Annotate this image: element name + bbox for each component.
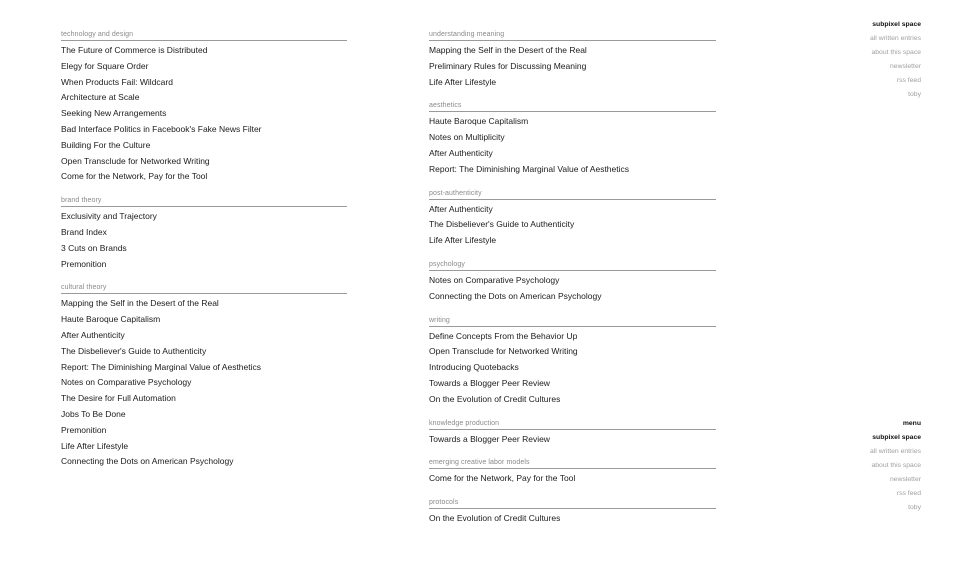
entry-link[interactable]: Notes on Comparative Psychology	[429, 274, 560, 285]
entry-list	[429, 432, 716, 448]
entry-link[interactable]: Come for the Network, Pay for the Tool	[429, 473, 576, 484]
entry-link[interactable]: Mapping the Self in the Desert of the Real	[61, 298, 219, 309]
category-section-understanding-meaning	[429, 30, 716, 90]
entry-list	[429, 202, 716, 249]
entry-list	[61, 43, 347, 185]
entry-link[interactable]: Elegy for Square Order	[61, 60, 149, 71]
category-heading[interactable]: aesthetics	[429, 101, 716, 112]
entry-link[interactable]: The Future of Commerce is Distributed	[61, 45, 208, 55]
category-section-writing	[429, 316, 716, 408]
category-heading[interactable]: knowledge production	[429, 419, 716, 430]
entry-link[interactable]: Connecting the Dots on American Psychology	[429, 290, 602, 301]
entry-link[interactable]: Mapping the Self in the Desert of the Real	[429, 45, 587, 55]
category-section-technology-and-design	[61, 30, 347, 185]
entry-link[interactable]: Towards a Blogger Peer Review	[429, 433, 550, 444]
entry-link[interactable]: Premonition	[61, 258, 107, 269]
entry-list	[61, 209, 347, 272]
middle-column	[429, 30, 716, 538]
entry-link[interactable]: Preliminary Rules for Discussing Meaning	[429, 60, 587, 71]
category-heading[interactable]: emerging creative labor models	[429, 458, 716, 469]
nav-link-all-written-entries[interactable]: all written entries	[870, 35, 921, 42]
entry-link[interactable]: The Desire for Full Automation	[61, 393, 176, 404]
entry-link[interactable]: Notes on Multiplicity	[429, 132, 505, 143]
entry-link[interactable]: Haute Baroque Capitalism	[61, 314, 161, 325]
entry-link[interactable]: On the Evolution of Credit Cultures	[429, 393, 561, 404]
entry-link[interactable]: After Authenticity	[61, 329, 125, 340]
entry-link[interactable]: Jobs To Be Done	[61, 408, 126, 419]
entry-link[interactable]: Exclusivity and Trajectory	[61, 211, 157, 222]
entry-link[interactable]: 3 Cuts on Brands	[61, 242, 127, 253]
category-heading[interactable]: post-authenticity	[429, 189, 716, 200]
entry-list	[429, 511, 716, 527]
nav-link-newsletter[interactable]: newsletter	[890, 476, 921, 483]
nav-link-toby[interactable]: toby	[908, 91, 921, 98]
nav-link-about-this-space[interactable]: about this space	[871, 49, 921, 56]
entry-link[interactable]: On the Evolution of Credit Cultures	[429, 513, 561, 524]
entry-link[interactable]: After Authenticity	[429, 203, 493, 214]
nav-link-newsletter[interactable]: newsletter	[890, 63, 921, 70]
entry-link[interactable]: Come for the Network, Pay for the Tool	[61, 171, 208, 182]
category-section-protocols	[429, 498, 716, 527]
entry-link[interactable]: Bad Interface Politics in Facebook's Fake News Filter	[61, 123, 262, 134]
entry-link[interactable]: The Disbeliever's Guide to Authenticity	[61, 345, 207, 356]
site-nav-bottom	[781, 417, 921, 515]
category-heading[interactable]: understanding meaning	[429, 30, 716, 41]
entry-link[interactable]: Towards a Blogger Peer Review	[429, 377, 550, 388]
category-heading[interactable]: technology and design	[61, 30, 347, 41]
category-heading[interactable]: brand theory	[61, 196, 347, 207]
entry-list	[429, 114, 716, 177]
entry-link[interactable]: Life After Lifestyle	[429, 76, 497, 87]
entry-link[interactable]: Seeking New Arrangements	[61, 108, 167, 119]
entry-link[interactable]: Report: The Diminishing Marginal Value of Aesthetics	[61, 361, 262, 372]
nav-link-rss-feed[interactable]: rss feed	[896, 77, 921, 84]
nav-link-all-written-entries[interactable]: all written entries	[870, 448, 921, 455]
entry-link[interactable]: When Products Fail: Wildcard	[61, 76, 173, 87]
menu-label: menu	[902, 420, 921, 427]
entry-link[interactable]: Life After Lifestyle	[429, 235, 497, 246]
entry-link[interactable]: Notes on Comparative Psychology	[61, 377, 192, 388]
category-section-emerging-creative-labor-models	[429, 458, 716, 487]
category-section-knowledge-production	[429, 419, 716, 448]
category-section-brand-theory	[61, 196, 347, 272]
entry-link[interactable]: Connecting the Dots on American Psychology	[61, 456, 234, 467]
entry-link[interactable]: After Authenticity	[429, 147, 493, 158]
category-heading[interactable]: psychology	[429, 260, 716, 271]
entry-link[interactable]: Introducing Quotebacks	[429, 362, 519, 373]
category-section-aesthetics	[429, 101, 716, 177]
nav-link-about-this-space[interactable]: about this space	[871, 462, 921, 469]
entry-link[interactable]: Building For the Culture	[61, 139, 151, 150]
entry-link[interactable]: Define Concepts From the Behavior Up	[429, 330, 578, 341]
entry-link[interactable]: Brand Index	[61, 226, 107, 237]
entry-link[interactable]: The Disbeliever's Guide to Authenticity	[429, 219, 575, 230]
category-section-post-authenticity	[429, 189, 716, 249]
entry-list	[61, 296, 347, 470]
site-title-link[interactable]: subpixel space	[872, 434, 921, 441]
entry-list	[429, 329, 716, 408]
entry-link[interactable]: Premonition	[61, 424, 107, 435]
entry-list	[429, 471, 716, 487]
entry-link[interactable]: Architecture at Scale	[61, 92, 140, 103]
category-heading[interactable]: protocols	[429, 498, 716, 509]
category-section-cultural-theory	[61, 283, 347, 470]
category-heading[interactable]: cultural theory	[61, 283, 347, 294]
site-nav-top	[781, 18, 921, 102]
nav-link-toby[interactable]: toby	[908, 504, 921, 511]
category-section-psychology	[429, 260, 716, 305]
entry-list	[429, 273, 716, 305]
entry-link[interactable]: Life After Lifestyle	[61, 440, 129, 451]
nav-link-rss-feed[interactable]: rss feed	[896, 490, 921, 497]
entry-link[interactable]: Haute Baroque Capitalism	[429, 116, 529, 127]
category-heading[interactable]: writing	[429, 316, 716, 327]
entry-list	[429, 43, 716, 90]
entry-link[interactable]: Open Transclude for Networked Writing	[61, 155, 210, 166]
left-column	[61, 30, 347, 481]
entry-link[interactable]: Report: The Diminishing Marginal Value of Aesthetics	[429, 163, 630, 174]
entry-link[interactable]: Open Transclude for Networked Writing	[429, 346, 578, 357]
site-title-link[interactable]: subpixel space	[872, 21, 921, 28]
